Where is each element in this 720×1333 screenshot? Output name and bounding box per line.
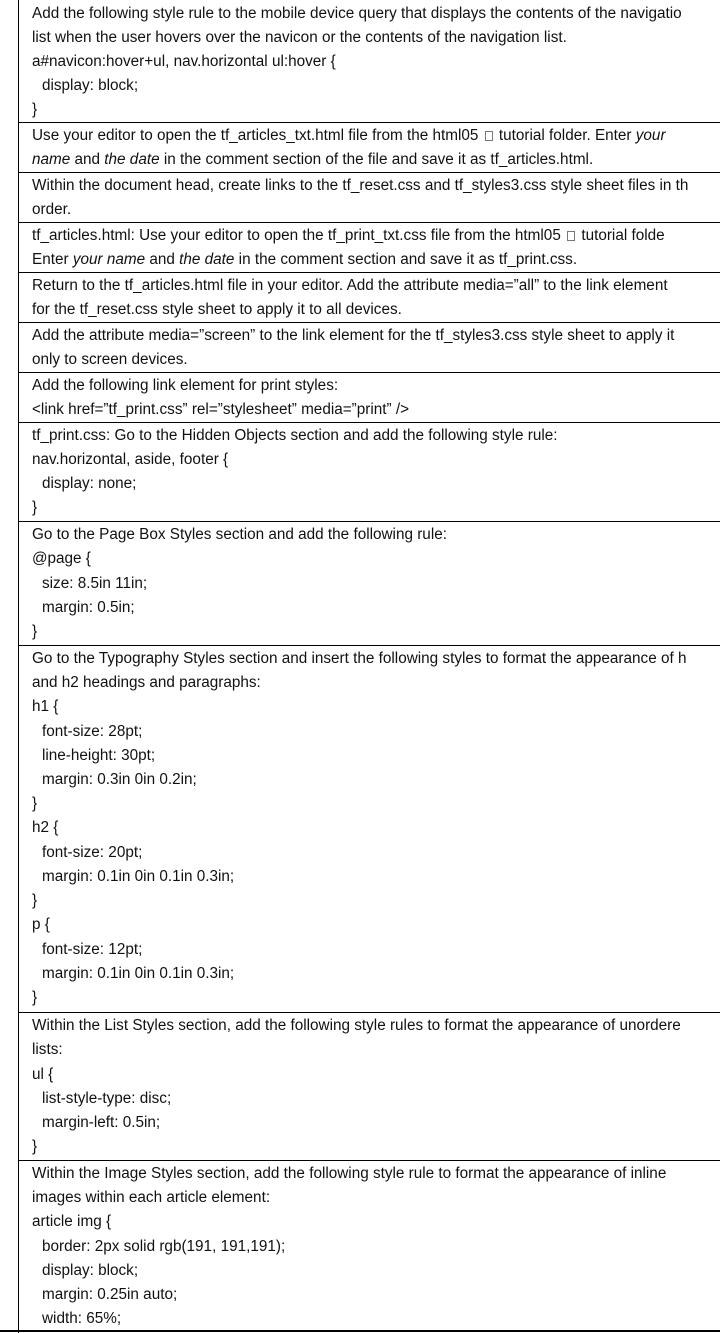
code-declaration: margin: 0.1in 0in 0.1in 0.3in; xyxy=(42,965,235,982)
table-row-hidden-objects xyxy=(19,422,720,521)
step-text: lists: xyxy=(32,1041,63,1058)
table-row-open-print-css xyxy=(19,222,720,272)
code-declaration: list-style-type: disc; xyxy=(42,1090,172,1107)
step-text: Within the Image Styles section, add the following style rule to format the appearance of inline xyxy=(32,1165,667,1182)
step-text: for the tf_reset.css style sheet to apply it to all devices. xyxy=(32,301,402,318)
table-row-navicon-rule xyxy=(19,0,720,122)
code-brace: } xyxy=(32,989,38,1006)
step-text: name and the date in the comment section of the file and save it as tf_articles.html. xyxy=(32,151,594,168)
code-selector: h2 { xyxy=(32,819,59,836)
missing-glyph-icon xyxy=(485,131,493,141)
code-selector: nav.horizontal, aside, footer { xyxy=(32,451,229,468)
code-brace: } xyxy=(32,499,38,516)
code-declaration: margin: 0.3in 0in 0.2in; xyxy=(42,771,197,788)
table-row-typography xyxy=(19,645,720,1012)
code-brace: } xyxy=(32,101,38,118)
code-brace: } xyxy=(32,1138,38,1155)
step-text: Go to the Page Box Styles section and add the following rule: xyxy=(32,526,447,543)
step-text: Add the attribute media=”screen” to the link element for the tf_styles3.css style sheet to apply it xyxy=(32,327,675,344)
table-row-create-links xyxy=(19,172,720,222)
missing-glyph-icon xyxy=(567,231,575,241)
table-row-open-articles xyxy=(19,122,720,172)
code-declaration: margin: 0.5in; xyxy=(42,599,135,616)
code-declaration: line-height: 30pt; xyxy=(42,747,156,764)
code-line: <link href=”tf_print.css” rel=”stylesheet” media=”print” /> xyxy=(32,401,410,418)
code-selector: p { xyxy=(32,916,50,933)
code-declaration: margin: 0.25in auto; xyxy=(42,1286,178,1303)
table-bottom-border xyxy=(0,1330,720,1332)
code-declaration: display: block; xyxy=(42,77,139,94)
code-selector: a#navicon:hover+ul, nav.horizontal ul:hover { xyxy=(32,53,336,70)
table-row-image-styles xyxy=(19,1160,720,1332)
step-text: Within the document head, create links to the tf_reset.css and tf_styles3.css style sheet files in th xyxy=(32,177,689,194)
step-text: order. xyxy=(32,201,72,218)
table-row-list-styles xyxy=(19,1012,720,1160)
step-text: Return to the tf_articles.html file in your editor. Add the attribute media=”all” to the link element xyxy=(32,277,668,294)
table-row-media-all xyxy=(19,272,720,322)
step-text: images within each article element: xyxy=(32,1189,271,1206)
code-brace: } xyxy=(32,623,38,640)
step-text: Go to the Typography Styles section and insert the following styles to format the appearance of h xyxy=(32,650,687,667)
step-text: Enter your name and the date in the comment section and save it as tf_print.css. xyxy=(32,251,578,268)
step-text: list when the user hovers over the navicon or the contents of the navigation list. xyxy=(32,29,567,46)
step-text: tf_print.css: Go to the Hidden Objects section and add the following style rule: xyxy=(32,427,558,444)
code-declaration: display: block; xyxy=(42,1262,139,1279)
code-declaration: font-size: 12pt; xyxy=(42,941,143,958)
code-declaration: margin-left: 0.5in; xyxy=(42,1114,161,1131)
table-row-page-box xyxy=(19,521,720,645)
code-selector: h1 { xyxy=(32,698,59,715)
table-row-media-screen xyxy=(19,322,720,372)
code-declaration: width: 65%; xyxy=(42,1310,122,1327)
code-selector: ul { xyxy=(32,1066,54,1083)
step-text: Within the List Styles section, add the following style rules to format the appearance of unordere xyxy=(32,1017,681,1034)
code-selector: @page { xyxy=(32,550,91,567)
code-selector: article img { xyxy=(32,1213,112,1230)
code-declaration: border: 2px solid rgb(191, 191,191); xyxy=(42,1238,286,1255)
code-brace: } xyxy=(32,892,38,909)
step-text: only to screen devices. xyxy=(32,351,188,368)
code-declaration: display: none; xyxy=(42,475,137,492)
code-declaration: font-size: 28pt; xyxy=(42,723,143,740)
step-text: and h2 headings and paragraphs: xyxy=(32,674,261,691)
step-text: Add the following style rule to the mobile device query that displays the contents of the navigatio xyxy=(32,5,682,22)
code-declaration: margin: 0.1in 0in 0.1in 0.3in; xyxy=(42,868,235,885)
code-declaration: size: 8.5in 11in; xyxy=(42,575,148,592)
step-text: Use your editor to open the tf_articles_txt.html file from the html05 tutorial folder. Enter your xyxy=(32,127,666,144)
step-text: Add the following link element for print styles: xyxy=(32,377,339,394)
code-brace: } xyxy=(32,795,38,812)
code-declaration: font-size: 20pt; xyxy=(42,844,143,861)
step-text: tf_articles.html: Use your editor to open the tf_print_txt.css file from the html05 tutorial folde xyxy=(32,227,665,244)
table-row-print-link xyxy=(19,372,720,422)
